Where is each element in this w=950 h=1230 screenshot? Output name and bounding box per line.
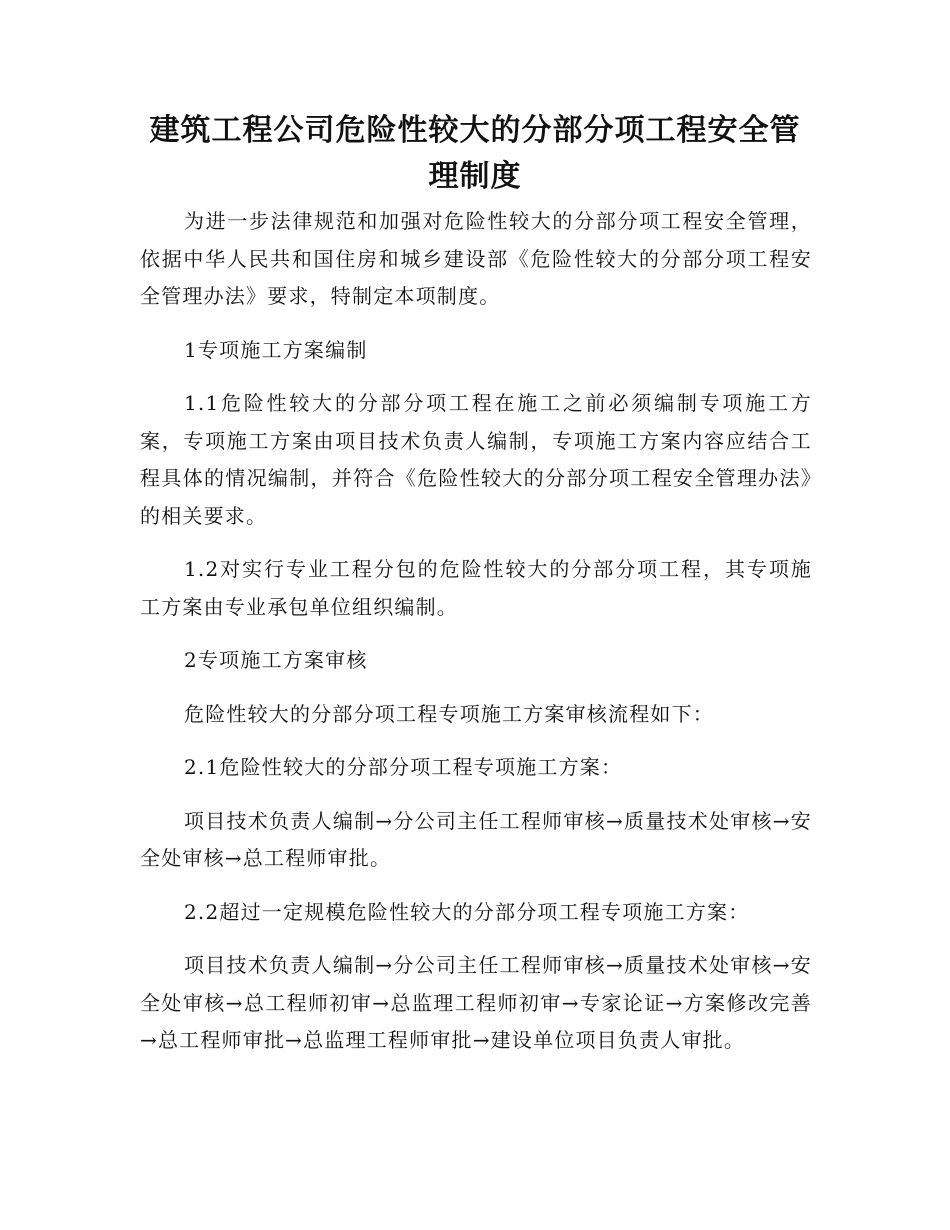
paragraph-1-2: 1.2对实行专业工程分包的危险性较大的分部分项工程，其专项施工方案由专业承包单位组织编制。 <box>140 557 812 619</box>
section-heading-1: 1专项施工方案编制 <box>184 337 368 362</box>
section-heading-2: 2专项施工方案审核 <box>184 648 368 672</box>
paragraph-2-2: 2.2超过一定规模危险性较大的分部分项工程专项施工方案： <box>184 899 750 924</box>
document-body <box>140 203 812 1076</box>
paragraph-2-1-flow: 项目技术负责人编制→分公司主任工程师审核→质量技术处审核→安全处审核→总工程师审批。 <box>140 808 812 870</box>
paragraph-1-1: 1.1危险性较大的分部分项工程在施工之前必须编制专项施工方案，专项施工方案由项目技术负责人编制，专项施工方案内容应结合工程具体的情况编制，并符合《危险性较大的分部分项工程安全管理办法》的相关要求。 <box>140 391 812 528</box>
paragraph-intro: 为进一步法律规范和加强对危险性较大的分部分项工程安全管理，依据中华人民共和国住房和城乡建设部《危险性较大的分部分项工程安全管理办法》要求，特制定本项制度。 <box>140 209 812 308</box>
paragraph-2-1: 2.1危险性较大的分部分项工程专项施工方案： <box>184 755 623 779</box>
paragraph-2-2-flow: 项目技术负责人编制→分公司主任工程师审核→质量技术处审核→安全处审核→总工程师初审→总监理工程师初审→专家论证→方案修改完善→总工程师审批→总监理工程师审批→建设单位项目负责人审批。 <box>140 953 812 1052</box>
document-title: 建筑工程公司危险性较大的分部分项工程安全管理制度 <box>149 113 801 194</box>
paragraph-review-process: 危险性较大的分部分项工程专项施工方案审核流程如下： <box>184 701 714 726</box>
